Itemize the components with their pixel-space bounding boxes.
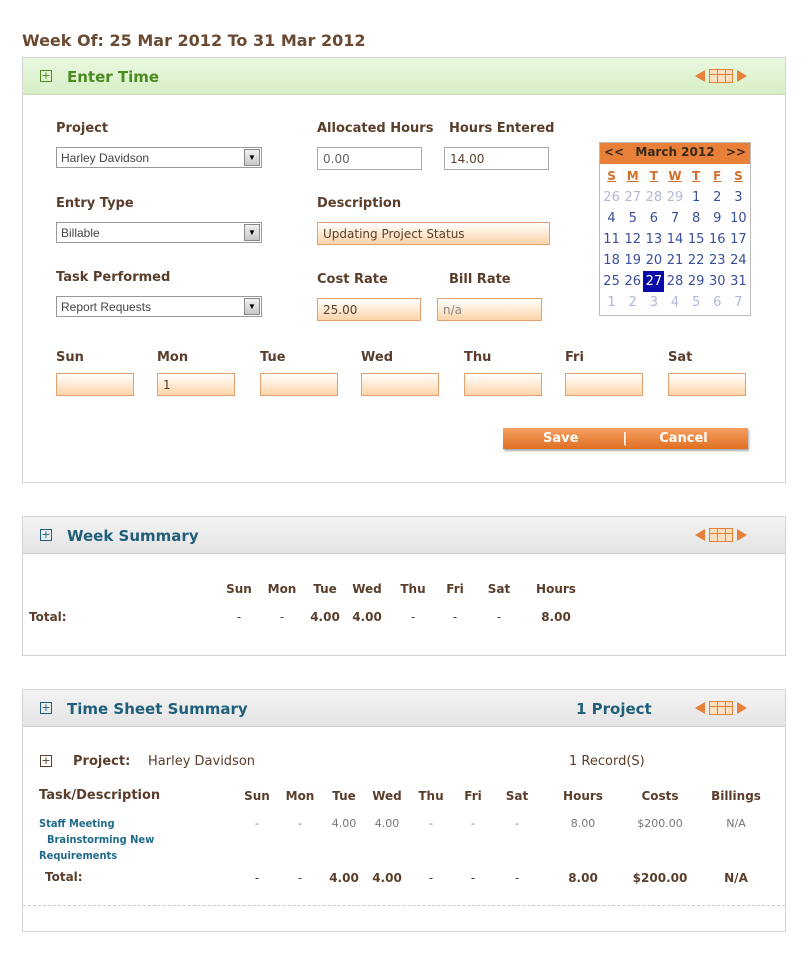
expand-icon[interactable]: + bbox=[41, 701, 51, 714]
cost-rate-input[interactable]: 25.00 bbox=[317, 298, 421, 321]
week-title: Week Of: 25 Mar 2012 To 31 Mar 2012 bbox=[22, 31, 366, 50]
total-value: 8.00 bbox=[568, 871, 598, 885]
row-value: - bbox=[429, 817, 433, 830]
divider bbox=[23, 905, 785, 906]
total-value: - bbox=[254, 871, 260, 885]
description-link[interactable]: Brainstorming New Requirements bbox=[39, 833, 155, 862]
project-select[interactable] bbox=[56, 147, 262, 168]
calendar-day[interactable]: 24 bbox=[730, 253, 747, 268]
week-nav bbox=[695, 528, 747, 542]
column-header: Sat bbox=[487, 582, 511, 596]
task-select[interactable] bbox=[56, 296, 262, 317]
calendar-day[interactable]: 4 bbox=[607, 211, 616, 226]
day-label-mon: Mon bbox=[157, 350, 189, 365]
chevron-down-icon: ▼ bbox=[244, 298, 260, 315]
calendar-day[interactable]: 3 bbox=[649, 295, 658, 310]
project-label: Project bbox=[56, 121, 109, 136]
action-bar bbox=[503, 428, 748, 449]
calendar-day[interactable]: 3 bbox=[734, 190, 743, 205]
column-header: Mon bbox=[267, 582, 297, 596]
column-header: Wed bbox=[352, 582, 382, 596]
day-input-wed[interactable] bbox=[361, 373, 439, 396]
project-label: Project: bbox=[73, 754, 131, 769]
chevron-down-icon: ▼ bbox=[244, 224, 260, 241]
calendar-day-selected[interactable]: 27 bbox=[643, 271, 664, 292]
calendar-day[interactable]: 23 bbox=[709, 253, 726, 268]
column-header: Mon bbox=[285, 789, 315, 803]
column-header: Sun bbox=[226, 582, 252, 596]
weekday-header: F bbox=[713, 169, 722, 183]
calendar-day[interactable]: 2 bbox=[713, 190, 722, 205]
calendar-day[interactable]: 2 bbox=[628, 295, 637, 310]
weekday-header: T bbox=[649, 169, 658, 183]
total-value: - bbox=[452, 610, 458, 624]
column-header: Thu bbox=[400, 582, 426, 596]
date-picker bbox=[599, 142, 751, 316]
calendar-day[interactable]: 15 bbox=[687, 232, 705, 247]
day-label-sat: Sat bbox=[668, 350, 693, 365]
calendar-day[interactable]: 25 bbox=[603, 274, 620, 289]
week-nav bbox=[695, 69, 747, 83]
bill-rate-label: Bill Rate bbox=[449, 272, 511, 287]
column-header: Thu bbox=[418, 789, 444, 803]
calendar-grid bbox=[600, 164, 750, 315]
column-header: Tue bbox=[332, 789, 356, 803]
calendar-day[interactable]: 28 bbox=[645, 190, 663, 205]
total-value: - bbox=[514, 871, 520, 885]
calendar-day[interactable]: 17 bbox=[730, 232, 747, 247]
weekday-header: S bbox=[734, 169, 743, 183]
calendar-day[interactable]: 28 bbox=[666, 274, 684, 289]
next-week-icon[interactable] bbox=[737, 529, 747, 541]
calendar-day[interactable]: 18 bbox=[603, 253, 620, 268]
calendar-month: March 2012 bbox=[635, 145, 715, 159]
calendar-day[interactable]: 11 bbox=[603, 232, 620, 247]
calendar-day[interactable]: 22 bbox=[687, 253, 705, 268]
calendar-day[interactable]: 8 bbox=[691, 211, 701, 226]
panel-title: Week Summary bbox=[67, 527, 199, 545]
column-header: Hours bbox=[563, 789, 603, 803]
day-label-tue: Tue bbox=[260, 350, 286, 365]
cost-rate-label: Cost Rate bbox=[317, 272, 388, 287]
calendar-day[interactable]: 10 bbox=[730, 211, 747, 226]
panel-title: Time Sheet Summary bbox=[67, 700, 248, 718]
enter-time-header bbox=[23, 58, 785, 95]
next-month-button[interactable]: >> bbox=[725, 145, 746, 159]
allocated-hours-label: Allocated Hours bbox=[317, 121, 434, 136]
calendar-day[interactable]: 29 bbox=[666, 190, 684, 205]
task-label: Task Performed bbox=[56, 270, 171, 285]
calendar-day[interactable]: 20 bbox=[645, 253, 663, 268]
total-label: Total: bbox=[29, 610, 67, 624]
day-input-sun[interactable] bbox=[56, 373, 134, 396]
row-value: 4.00 bbox=[331, 817, 357, 830]
calendar-day[interactable]: 16 bbox=[709, 232, 726, 247]
total-value: - bbox=[410, 610, 416, 624]
calendar-day[interactable]: 14 bbox=[666, 232, 684, 247]
project-count: 1 Project bbox=[576, 700, 652, 718]
description-input[interactable]: Updating Project Status bbox=[317, 222, 550, 245]
calendar-day[interactable]: 1 bbox=[691, 190, 701, 205]
day-input-thu[interactable] bbox=[464, 373, 542, 396]
expand-icon[interactable]: + bbox=[41, 69, 51, 82]
total-value: $200.00 bbox=[632, 871, 688, 885]
expand-icon[interactable]: + bbox=[41, 528, 51, 541]
calendar-day[interactable]: 30 bbox=[709, 274, 726, 289]
entry-type-value: Billable bbox=[61, 226, 100, 240]
calendar-day[interactable]: 26 bbox=[603, 190, 620, 205]
next-week-icon[interactable] bbox=[737, 702, 747, 714]
hours-entered-label: Hours Entered bbox=[449, 121, 555, 136]
calendar-day[interactable]: 6 bbox=[649, 211, 658, 226]
calendar-day[interactable]: 4 bbox=[670, 295, 680, 310]
calendar-grid-icon[interactable] bbox=[709, 528, 733, 542]
calendar-day[interactable]: 12 bbox=[624, 232, 641, 247]
column-header: Wed bbox=[372, 789, 402, 803]
bill-rate-input[interactable]: n/a bbox=[437, 298, 542, 321]
calendar-day[interactable]: 1 bbox=[607, 295, 616, 310]
calendar-grid-icon[interactable] bbox=[709, 69, 733, 83]
calendar-day[interactable]: 6 bbox=[713, 295, 722, 310]
calendar-day[interactable]: 13 bbox=[645, 232, 663, 247]
day-input-mon[interactable]: 1 bbox=[157, 373, 235, 396]
total-value: 8.00 bbox=[541, 610, 571, 624]
column-header: Fri bbox=[464, 789, 482, 803]
button-separator: | bbox=[622, 431, 628, 446]
row-value: 8.00 bbox=[570, 817, 596, 830]
column-header: Hours bbox=[536, 582, 576, 596]
calendar-day[interactable]: 9 bbox=[713, 211, 722, 226]
calendar-day[interactable]: 27 bbox=[624, 190, 641, 205]
total-value: - bbox=[297, 871, 303, 885]
entry-type-select[interactable] bbox=[56, 222, 262, 243]
column-header: Tue bbox=[313, 582, 337, 596]
row-value: $200.00 bbox=[637, 817, 683, 830]
total-value: - bbox=[279, 610, 285, 624]
row-value: - bbox=[515, 817, 519, 830]
cancel-button[interactable]: Cancel bbox=[659, 431, 708, 446]
record-count: 1 Record(S) bbox=[569, 754, 645, 769]
timesheet-summary-panel bbox=[22, 689, 786, 932]
weekday-header: T bbox=[692, 169, 701, 183]
prev-month-button[interactable]: << bbox=[604, 145, 625, 159]
allocated-hours-input[interactable]: 0.00 bbox=[317, 147, 422, 170]
project-name: Harley Davidson bbox=[148, 754, 256, 769]
total-value: 4.00 bbox=[352, 610, 382, 624]
column-header: Fri bbox=[446, 582, 464, 596]
expand-project-icon[interactable]: + bbox=[41, 754, 51, 767]
total-value: N/A bbox=[724, 871, 748, 885]
weekday-header: W bbox=[668, 169, 682, 183]
column-header: Costs bbox=[641, 789, 679, 803]
week-summary-header bbox=[23, 517, 785, 554]
calendar-day[interactable]: 5 bbox=[691, 295, 701, 310]
total-value: - bbox=[428, 871, 434, 885]
column-header: Sat bbox=[505, 789, 529, 803]
week-summary-panel bbox=[22, 516, 786, 656]
prev-week-icon[interactable] bbox=[695, 529, 705, 541]
calendar-day[interactable]: 19 bbox=[624, 253, 641, 268]
calendar-day[interactable]: 31 bbox=[730, 274, 747, 289]
calendar-day[interactable]: 29 bbox=[687, 274, 705, 289]
timesheet-header bbox=[23, 690, 785, 727]
next-week-icon[interactable] bbox=[737, 70, 747, 82]
column-header: Sun bbox=[244, 789, 270, 803]
save-button[interactable]: Save bbox=[543, 431, 579, 446]
entry-type-label: Entry Type bbox=[56, 196, 134, 211]
row-value: - bbox=[471, 817, 475, 830]
enter-time-panel bbox=[22, 57, 786, 483]
chevron-down-icon: ▼ bbox=[244, 149, 260, 166]
row-value: N/A bbox=[726, 817, 746, 830]
week-nav bbox=[695, 701, 747, 715]
prev-week-icon[interactable] bbox=[695, 702, 705, 714]
task-link[interactable]: Staff Meeting bbox=[39, 817, 115, 830]
row-value: - bbox=[255, 817, 259, 830]
total-label: Total: bbox=[45, 870, 83, 884]
day-input-fri[interactable] bbox=[565, 373, 643, 396]
total-value: 4.00 bbox=[310, 610, 340, 624]
calendar-day[interactable]: 7 bbox=[734, 295, 743, 310]
calendar-day[interactable]: 21 bbox=[666, 253, 684, 268]
calendar-grid-icon[interactable] bbox=[709, 701, 733, 715]
total-value: 4.00 bbox=[329, 871, 359, 885]
project-value: Harley Davidson bbox=[61, 151, 150, 165]
day-input-sat[interactable] bbox=[668, 373, 746, 396]
total-value: - bbox=[470, 871, 476, 885]
day-label-wed: Wed bbox=[361, 350, 393, 365]
column-header: Billings bbox=[711, 789, 761, 803]
calendar-day[interactable]: 7 bbox=[670, 211, 680, 226]
day-label-thu: Thu bbox=[464, 350, 492, 365]
task-value: Report Requests bbox=[61, 300, 152, 314]
calendar-day[interactable]: 5 bbox=[628, 211, 637, 226]
panel-title: Enter Time bbox=[67, 68, 160, 86]
row-value: 4.00 bbox=[374, 817, 400, 830]
weekday-header: S bbox=[607, 169, 616, 183]
calendar-header bbox=[600, 143, 750, 164]
day-label-fri: Fri bbox=[565, 350, 584, 365]
total-value: - bbox=[236, 610, 242, 624]
description-label: Description bbox=[317, 196, 402, 211]
total-value: - bbox=[496, 610, 502, 624]
day-label-sun: Sun bbox=[56, 350, 84, 365]
total-value: 4.00 bbox=[372, 871, 402, 885]
column-header: Task/Description bbox=[39, 788, 161, 803]
prev-week-icon[interactable] bbox=[695, 70, 705, 82]
weekday-header: M bbox=[626, 169, 639, 183]
row-value: - bbox=[298, 817, 302, 830]
day-input-tue[interactable] bbox=[260, 373, 338, 396]
calendar-day[interactable]: 26 bbox=[624, 274, 641, 289]
hours-entered-input[interactable]: 14.00 bbox=[444, 147, 549, 170]
